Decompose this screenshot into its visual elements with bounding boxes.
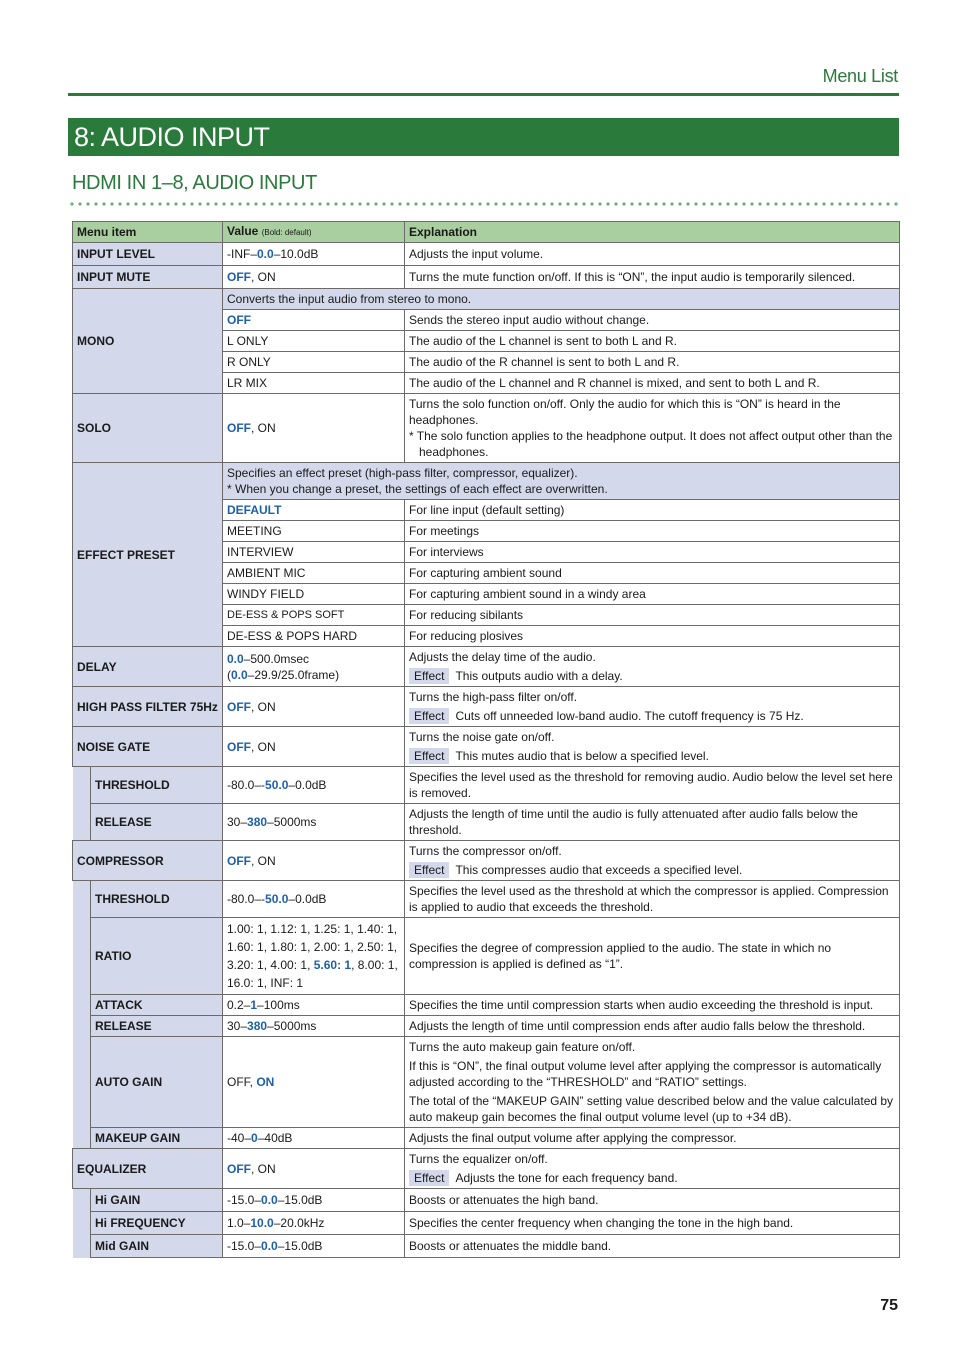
explanation-text: If this is “ON”, the final output volume level after applying the compressor is automatically adjusted according to the “THRESHOLD” and “RATIO” settings. xyxy=(409,1059,882,1089)
explanation-cell: For capturing ambient sound in a windy area xyxy=(405,584,900,605)
indent-cell xyxy=(73,1189,91,1258)
value-text: 30– xyxy=(227,815,248,829)
value-text: –100ms xyxy=(257,998,300,1012)
value-text: -80.0–- xyxy=(227,892,266,906)
default-value: 380 xyxy=(247,815,268,829)
explanation-cell: Specifies the time until compression starts when audio exceeding the threshold is input. xyxy=(405,995,900,1016)
table-row xyxy=(73,1212,900,1235)
option-value: DE-ESS & POPS SOFT xyxy=(223,605,405,626)
explanation-cell: For reducing sibilants xyxy=(405,605,900,626)
explanation-cell xyxy=(405,687,900,727)
effect-text: Cuts off unneeded low-band audio. The cutoff frequency is 75 Hz. xyxy=(455,709,804,723)
default-value: 5.60: 1 xyxy=(313,958,352,972)
value-text: OFF, xyxy=(227,1075,257,1089)
table-row xyxy=(73,394,900,463)
menu-item: NOISE GATE xyxy=(73,727,223,767)
explanation-cell: Specifies the level used as the threshold at which the compressor is applied. Compression is applied to audio that exceeds the threshold. xyxy=(405,881,900,918)
explanation-cell xyxy=(405,394,900,463)
explanation-cell: For capturing ambient sound xyxy=(405,563,900,584)
explanation-cell: For line input (default setting) xyxy=(405,500,900,521)
default-value: OFF xyxy=(227,739,251,754)
default-value: 0.0 xyxy=(231,667,248,682)
explanation-cell: Adjusts the input volume. xyxy=(405,243,900,266)
value-text: -80.0–- xyxy=(227,778,266,792)
value-cell xyxy=(223,995,405,1016)
table-row xyxy=(73,1128,900,1149)
value-text: 30– xyxy=(227,1019,248,1033)
table-row xyxy=(73,727,900,767)
menu-item: EFFECT PRESET xyxy=(73,463,223,647)
explanation-cell: Adjusts the final output volume after applying the compressor. xyxy=(405,1128,900,1149)
explanation-text: Turns the solo function on/off. Only the audio for which this is “ON” is heard in the headphones. xyxy=(409,397,841,427)
default-value: 0.0 xyxy=(227,651,244,666)
menu-subitem: RELEASE xyxy=(91,804,223,841)
explanation-cell xyxy=(405,841,900,881)
value-text: –10.0dB xyxy=(273,247,319,261)
section-subtitle: HDMI IN 1–8, AUDIO INPUT xyxy=(72,172,317,194)
option-value: L ONLY xyxy=(223,331,405,352)
table-row xyxy=(73,1037,900,1128)
dotted-divider xyxy=(68,202,899,206)
value-cell xyxy=(223,1235,405,1258)
menu-item: MONO xyxy=(73,289,223,394)
explanation-text: Adjusts the delay time of the audio. xyxy=(409,650,596,664)
value-cell xyxy=(223,266,405,289)
explanation-text: Turns the compressor on/off. xyxy=(409,844,562,858)
value-cell xyxy=(223,243,405,266)
col-header-value-label: Value xyxy=(227,224,259,238)
value-cell xyxy=(223,918,405,995)
value-cell xyxy=(223,1212,405,1235)
value-text: -INF– xyxy=(227,247,257,261)
explanation-text: Turns the auto makeup gain feature on/off. xyxy=(409,1040,636,1054)
explanation-cell: The audio of the L channel and R channel is mixed, and sent to both L and R. xyxy=(405,373,900,394)
effect-badge: Effect xyxy=(409,708,449,724)
effect-text: Adjusts the tone for each frequency band. xyxy=(455,1171,678,1185)
explanation-cell xyxy=(405,727,900,767)
explanation-note: * The solo function applies to the headphone output. It does not affect output other than the headphones. xyxy=(409,429,893,459)
default-value: 50.0 xyxy=(265,778,289,792)
option-value: R ONLY xyxy=(223,352,405,373)
menu-item: COMPRESSOR xyxy=(73,841,223,881)
explanation-cell: Adjusts the length of time until compression ends after audio falls below the threshold. xyxy=(405,1016,900,1037)
indent-cell xyxy=(73,881,91,1149)
table-row xyxy=(73,1189,900,1212)
explanation-cell: Specifies the center frequency when changing the tone in the high band. xyxy=(405,1212,900,1235)
menu-subitem: MAKEUP GAIN xyxy=(91,1128,223,1149)
value-text: , ON xyxy=(251,1161,276,1176)
default-value: 0.0 xyxy=(261,1193,278,1207)
explanation-cell: The audio of the R channel is sent to both L and R. xyxy=(405,352,900,373)
option-value: MEETING xyxy=(223,521,405,542)
value-cell xyxy=(223,881,405,918)
value-text: , ON xyxy=(251,853,276,868)
value-text: -40– xyxy=(227,1131,252,1145)
value-text: -15.0– xyxy=(227,1193,262,1207)
description-text: Specifies an effect preset (high-pass filter, compressor, equalizer). xyxy=(227,466,578,480)
value-cell xyxy=(223,767,405,804)
default-value: 0 xyxy=(251,1131,258,1145)
default-value: 10.0 xyxy=(250,1216,274,1230)
effect-text: This compresses audio that exceeds a specified level. xyxy=(455,863,743,877)
value-text: ( xyxy=(227,667,231,682)
table-row xyxy=(73,767,900,804)
effect-badge: Effect xyxy=(409,748,449,764)
menu-subitem: THRESHOLD xyxy=(91,881,223,918)
table-row xyxy=(73,804,900,841)
value-text: –0.0dB xyxy=(288,778,327,792)
menu-item: EQUALIZER xyxy=(73,1149,223,1189)
default-value: 0.0 xyxy=(261,1239,278,1253)
effect-text: This outputs audio with a delay. xyxy=(455,669,623,683)
table-row xyxy=(73,266,900,289)
explanation-text: Turns the equalizer on/off. xyxy=(409,1152,548,1166)
page-number: 75 xyxy=(880,1297,898,1314)
menu-subitem: Mid GAIN xyxy=(91,1235,223,1258)
effect-badge: Effect xyxy=(409,1170,449,1186)
explanation-cell: Specifies the level used as the threshold for removing audio. Audio below the level set here is removed. xyxy=(405,767,900,804)
explanation-text: Turns the high-pass filter on/off. xyxy=(409,690,578,704)
menu-subitem: RELEASE xyxy=(91,1016,223,1037)
value-text: -15.0– xyxy=(227,1239,262,1253)
description-cell: Converts the input audio from stereo to mono. xyxy=(223,289,900,310)
option-value: DEFAULT xyxy=(223,500,405,521)
explanation-cell: Adjusts the length of time until the audio is fully attenuated after audio falls below the threshold. xyxy=(405,804,900,841)
value-cell xyxy=(223,1128,405,1149)
value-text: –500.0msec xyxy=(243,651,310,666)
explanation-cell xyxy=(405,647,900,687)
table-row xyxy=(73,463,900,500)
value-text: 0.2– xyxy=(227,998,251,1012)
explanation-cell: Specifies the degree of compression applied to the audio. The state in which no compression is applied is defined as “1”. xyxy=(405,918,900,995)
table-row xyxy=(73,841,900,881)
option-value: WINDY FIELD xyxy=(223,584,405,605)
explanation-cell: Sends the stereo input audio without change. xyxy=(405,310,900,331)
value-text: –5000ms xyxy=(267,815,317,829)
default-value: 380 xyxy=(247,1019,268,1033)
explanation-cell: Boosts or attenuates the high band. xyxy=(405,1189,900,1212)
value-cell xyxy=(223,841,405,881)
value-cell xyxy=(223,687,405,727)
col-header-value xyxy=(223,222,405,243)
explanation-cell: Boosts or attenuates the middle band. xyxy=(405,1235,900,1258)
default-value: OFF xyxy=(227,1161,251,1176)
default-value: ON xyxy=(256,1075,275,1089)
value-text: –5000ms xyxy=(267,1019,317,1033)
effect-badge: Effect xyxy=(409,862,449,878)
effect-text: This mutes audio that is below a specified level. xyxy=(455,749,709,763)
value-text: , ON xyxy=(251,421,276,435)
table-row xyxy=(73,243,900,266)
menu-item: INPUT LEVEL xyxy=(73,243,223,266)
table-row xyxy=(73,1235,900,1258)
default-value: 50.0 xyxy=(265,892,289,906)
explanation-cell: For meetings xyxy=(405,521,900,542)
default-value: OFF xyxy=(227,270,251,284)
menu-item: DELAY xyxy=(73,647,223,687)
default-value: OFF xyxy=(227,421,251,435)
effect-badge: Effect xyxy=(409,668,449,684)
value-cell xyxy=(223,1189,405,1212)
menu-item: INPUT MUTE xyxy=(73,266,223,289)
option-value: AMBIENT MIC xyxy=(223,563,405,584)
section-header: Menu List xyxy=(822,66,898,86)
value-text: –15.0dB xyxy=(277,1239,323,1253)
explanation-cell xyxy=(405,1149,900,1189)
menu-subitem: AUTO GAIN xyxy=(91,1037,223,1128)
col-header-item: Menu item xyxy=(73,222,223,243)
value-text: , ON xyxy=(251,270,276,284)
default-value: 0.0 xyxy=(257,247,274,261)
value-cell xyxy=(223,727,405,767)
table-row xyxy=(73,1149,900,1189)
value-cell xyxy=(223,647,405,687)
page-title: 8: AUDIO INPUT xyxy=(68,118,899,156)
table-row xyxy=(73,687,900,727)
table-row xyxy=(73,918,900,995)
explanation-cell: For reducing plosives xyxy=(405,626,900,647)
menu-table xyxy=(72,221,900,1258)
table-row xyxy=(73,1016,900,1037)
value-cell xyxy=(223,1037,405,1128)
value-text: –40dB xyxy=(257,1131,293,1145)
value-text: , ON xyxy=(251,739,276,754)
value-text: 1.00: 1, 1.12: 1, 1.25: 1, 1.40: 1, 1.60: 1, 1.80: 1, 2.00: 1, 2.50: 1, 3.20: 1, 4.00: 1, xyxy=(227,922,398,972)
option-value: OFF xyxy=(223,310,405,331)
description-cell xyxy=(223,463,900,500)
option-value: INTERVIEW xyxy=(223,542,405,563)
value-cell xyxy=(223,394,405,463)
default-value: OFF xyxy=(227,853,251,868)
value-text: , 8.00: 1, 16.0: 1, INF: 1 xyxy=(227,958,398,990)
table-row xyxy=(73,995,900,1016)
menu-item: SOLO xyxy=(73,394,223,463)
option-value: DE-ESS & POPS HARD xyxy=(223,626,405,647)
col-header-explanation: Explanation xyxy=(405,222,900,243)
default-value: 1 xyxy=(250,998,258,1012)
menu-subitem: RATIO xyxy=(91,918,223,995)
explanation-cell: The audio of the L channel is sent to both L and R. xyxy=(405,331,900,352)
explanation-text: The total of the “MAKEUP GAIN” setting value described below and the value calculated by auto makeup gain becomes the final output volume level (up to +34 dB). xyxy=(409,1094,894,1124)
value-cell xyxy=(223,804,405,841)
value-text: –20.0kHz xyxy=(273,1216,325,1230)
table-row xyxy=(73,881,900,918)
default-value: OFF xyxy=(227,699,251,714)
indent-cell xyxy=(73,767,91,841)
value-cell xyxy=(223,1149,405,1189)
value-text: –15.0dB xyxy=(277,1193,323,1207)
option-value: LR MIX xyxy=(223,373,405,394)
value-text: –29.9/25.0frame) xyxy=(247,667,340,682)
menu-subitem: ATTACK xyxy=(91,995,223,1016)
table-header-row xyxy=(73,222,900,243)
col-header-value-note: (Bold: default) xyxy=(261,228,312,237)
menu-item: HIGH PASS FILTER 75Hz xyxy=(73,687,223,727)
menu-subitem: Hi FREQUENCY xyxy=(91,1212,223,1235)
value-text: 1.0– xyxy=(227,1216,251,1230)
menu-subitem: THRESHOLD xyxy=(91,767,223,804)
value-cell xyxy=(223,1016,405,1037)
value-text: , ON xyxy=(251,699,276,714)
value-text: –0.0dB xyxy=(288,892,327,906)
explanation-text: Turns the noise gate on/off. xyxy=(409,730,555,744)
table-row xyxy=(73,289,900,310)
explanation-cell: Turns the mute function on/off. If this is “ON”, the input audio is temporarily silenced. xyxy=(405,266,900,289)
explanation-cell: For interviews xyxy=(405,542,900,563)
menu-subitem: Hi GAIN xyxy=(91,1189,223,1212)
description-note: * When you change a preset, the settings of each effect are overwritten. xyxy=(227,482,608,496)
header-rule xyxy=(68,93,899,96)
explanation-cell xyxy=(405,1037,900,1128)
table-row xyxy=(73,647,900,687)
